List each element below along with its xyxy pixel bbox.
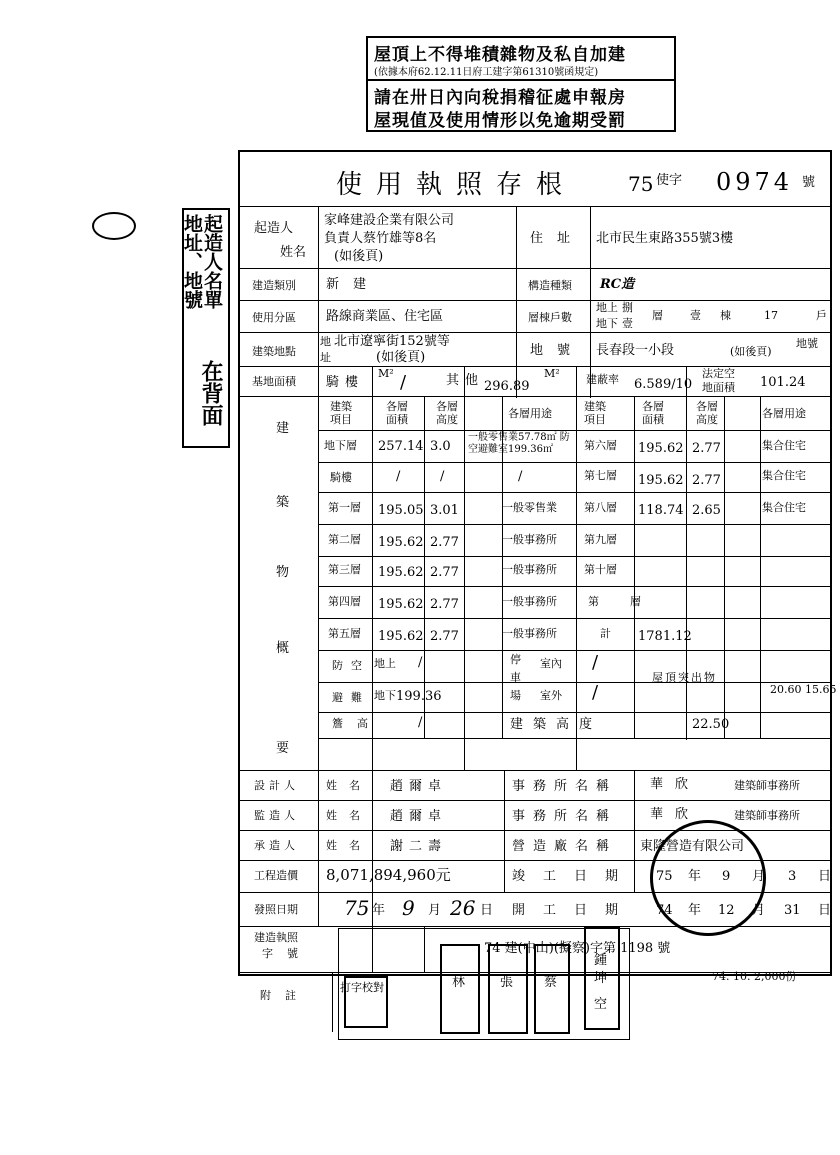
- owner-addr-label: 住址: [530, 231, 585, 246]
- start-nian: 年: [688, 903, 702, 918]
- contractor-name-label: 姓名: [326, 839, 372, 852]
- rf-use-1: 集合住宅: [762, 469, 806, 482]
- lf-height-1: /: [440, 469, 445, 484]
- coverage-label: 建蔽率: [586, 373, 619, 386]
- lf-name-2: 第一層: [328, 501, 361, 514]
- notice-line-4: 屋現值及使用情形以免逾期受罰: [374, 111, 626, 131]
- issue-ri: 日: [480, 903, 494, 918]
- col-label-3: 物: [276, 565, 290, 580]
- lf-height-4: 2.77: [430, 565, 459, 580]
- owner-see-next: (如後頁): [334, 249, 384, 264]
- floors-unit: 層: [652, 309, 663, 322]
- license-suffix: 號: [802, 175, 816, 190]
- floors-below-label: 地下: [596, 317, 618, 330]
- lf-use-4: 一般事務所: [502, 563, 557, 576]
- site-addr-label-1: 地: [320, 335, 331, 348]
- lot-label: 地號: [530, 343, 585, 358]
- lf-area-2: 195.05: [378, 503, 424, 518]
- category-value: 新建: [326, 277, 381, 292]
- lf-area-4: 195.62: [378, 565, 424, 580]
- designer-name: 趙爾卓: [390, 779, 448, 794]
- issue-nian: 年: [372, 903, 386, 918]
- lf-area-3: 195.62: [378, 535, 424, 550]
- start-month: 12: [718, 903, 735, 918]
- permit-label-2: 字號: [262, 947, 312, 960]
- seal-4-name: 鍾坤: [594, 953, 608, 986]
- shelter-below-label: 地下: [374, 689, 396, 702]
- other-label: 其他: [446, 373, 485, 388]
- lf-use-3: 一般事務所: [502, 533, 557, 546]
- form-title: 使用執照存根: [336, 170, 577, 200]
- bld-use-head-left: 各層用途: [508, 407, 552, 420]
- start-label: 開工日期: [512, 903, 637, 918]
- issue-label: 發照日期: [254, 903, 298, 916]
- completion-nian: 年: [688, 869, 702, 884]
- start-day: 31: [784, 903, 801, 918]
- lf-height-3: 2.77: [430, 535, 459, 550]
- supervisor-role: 監造人: [254, 809, 299, 822]
- col-label-2: 築: [276, 495, 290, 510]
- site-area-label: 基地面積: [252, 375, 296, 388]
- permit-label-1: 建造執照: [254, 931, 298, 944]
- zoning-value: 路線商業區、住宅區: [326, 309, 444, 324]
- parking-outside-val: /: [592, 682, 599, 703]
- bld-height-label: 建築高度: [510, 717, 603, 732]
- zoning-label: 使用分區: [252, 311, 296, 324]
- arcade-value: /: [400, 372, 407, 393]
- eave-value: /: [418, 715, 423, 730]
- rf-name-4: 第十層: [584, 563, 617, 576]
- completion-yue: 月: [752, 869, 766, 884]
- other-unit: M²: [544, 367, 560, 380]
- notice-line-3: 請在卅日內向稅捐稽征處申報房: [374, 88, 626, 108]
- parking-inside-val: /: [592, 652, 599, 673]
- lf-height-2: 3.01: [430, 503, 459, 518]
- completion-ri: 日: [818, 869, 832, 884]
- designer-office-label: 事務所名稱: [512, 779, 618, 794]
- cost-value: 8,071,894,960元: [326, 866, 451, 884]
- completion-year: 75: [656, 869, 673, 884]
- lf-height-6: 2.77: [430, 629, 459, 644]
- open-area-label-2: 地面積: [702, 381, 735, 394]
- floors-above-label: 地上: [596, 301, 618, 314]
- contractor-name: 謝二壽: [390, 839, 448, 854]
- notice-line-2: (依據本府62.12.11日府工建字第61310號函規定): [374, 67, 599, 78]
- col-label-1: 建: [276, 421, 290, 436]
- structure-value: RC造: [600, 277, 635, 292]
- rf-name-0: 第六層: [584, 439, 617, 452]
- site-addr-label-2: 址: [320, 351, 331, 364]
- license-year: 75: [628, 172, 654, 196]
- completion-label: 竣工日期: [512, 869, 637, 884]
- bld-area-head-right: 各層面積: [642, 400, 664, 426]
- building-unit: 棟: [720, 309, 731, 322]
- seal-left: [344, 976, 388, 1028]
- lf-use-0: 一般零售業57.78㎡ 防空避難室199.36㎡: [468, 432, 570, 455]
- rf-height-1: 2.77: [692, 473, 721, 488]
- rf-name-3: 第九層: [584, 533, 617, 546]
- rf-use-2: 集合住宅: [762, 501, 806, 514]
- notice-line-1: 屋頂上不得堆積雜物及私自加建: [374, 45, 626, 65]
- structure-label: 構造種類: [528, 279, 572, 292]
- owner-label-2: 姓名: [280, 245, 307, 260]
- rf-name-2: 第八層: [584, 501, 617, 514]
- attach-label: 附註: [260, 989, 310, 1002]
- open-area-label-1: 法定空: [702, 367, 735, 380]
- lf-area-6: 195.62: [378, 629, 424, 644]
- contractor-office: 東隆營造有限公司: [640, 839, 745, 854]
- rf-total-area: 1781.12: [638, 629, 692, 644]
- supervisor-office-label: 事務所名稱: [512, 809, 618, 824]
- bld-height-head-right: 各層高度: [696, 400, 718, 426]
- shelter-above-label: 地上: [374, 657, 396, 670]
- license-number: 0974: [716, 168, 794, 196]
- site-see-next: (如後頁): [376, 350, 426, 365]
- lot-suffix: 地號: [796, 337, 818, 350]
- lf-use-2: 一般零售業: [502, 501, 557, 514]
- roof-values: 20.60 15.65: [770, 683, 837, 696]
- designer-office: 華欣: [650, 777, 701, 792]
- start-yue: 月: [752, 903, 766, 918]
- designer-office-suffix: 建築師事務所: [734, 779, 800, 792]
- owner-addr: 北市民生東路355號3樓: [596, 231, 734, 246]
- parking-label-3: 場: [510, 689, 521, 702]
- lf-area-1: /: [396, 469, 401, 484]
- print-footnote: 74. 10. 2,000份: [712, 970, 797, 983]
- lot-value: 長春段一小段: [596, 343, 675, 358]
- rf-name-5: 第 層: [588, 595, 651, 608]
- site-label: 建築地點: [252, 345, 296, 358]
- lf-name-3: 第二層: [328, 533, 361, 546]
- bld-height-head-left: 各層高度: [436, 400, 458, 426]
- lf-height-0: 3.0: [430, 439, 451, 454]
- bld-area-head-left: 各層面積: [386, 400, 408, 426]
- category-label: 建造類別: [252, 279, 296, 292]
- owner-label-1: 起造人: [254, 221, 294, 236]
- parking-label-2: 車: [510, 671, 521, 684]
- cost-label: 工程造價: [254, 869, 298, 882]
- lf-area-5: 195.62: [378, 597, 424, 612]
- seal-1: [440, 944, 480, 1034]
- license-type: 使字: [656, 173, 683, 188]
- seal-4: [584, 926, 620, 1030]
- rf-area-1: 195.62: [638, 473, 684, 488]
- designer-name-label: 姓名: [326, 779, 372, 792]
- lot-see-next: (如後頁): [730, 345, 772, 358]
- supervisor-name-label: 姓名: [326, 809, 372, 822]
- arcade-unit: M²: [378, 367, 394, 380]
- completion-day: 3: [788, 869, 797, 884]
- start-year: 74: [656, 903, 673, 918]
- lf-name-5: 第四層: [328, 595, 361, 608]
- seal-1-name: 林: [452, 975, 466, 990]
- rf-area-0: 195.62: [638, 441, 684, 456]
- issue-month: 9: [402, 896, 415, 920]
- supervisor-office: 華欣: [650, 807, 701, 822]
- side-note-col-2: 起造人名單: [201, 214, 223, 309]
- parking-outside-label: 室外: [540, 689, 562, 702]
- seal-2: [488, 944, 528, 1034]
- shelter-above-val: /: [418, 655, 423, 670]
- rf-use-0: 集合住宅: [762, 439, 806, 452]
- seal-3: [534, 944, 570, 1034]
- supervisor-name: 趙爾卓: [390, 809, 448, 824]
- seal-2-name: 張: [500, 975, 514, 990]
- lf-use-1: /: [518, 469, 523, 484]
- designer-role: 設計人: [254, 779, 299, 792]
- issue-yue: 月: [428, 903, 442, 918]
- unit-count: 17: [764, 309, 778, 322]
- other-value: 296.89: [484, 379, 530, 394]
- lf-name-6: 第五層: [328, 627, 361, 640]
- lf-use-6: 一般事務所: [502, 627, 557, 640]
- notice-divider: [368, 79, 674, 81]
- issue-day: 26: [450, 896, 476, 920]
- start-ri: 日: [818, 903, 832, 918]
- floors-label: 層棟戶數: [528, 311, 572, 324]
- rf-name-1: 第七層: [584, 469, 617, 482]
- lf-height-5: 2.77: [430, 597, 459, 612]
- shelter-label-1: 防空: [332, 659, 370, 672]
- floors-above-count: 捌: [622, 301, 633, 314]
- side-note-col-3: 在背面: [198, 360, 224, 426]
- contractor-office-label: 營造廠名稱: [512, 839, 618, 854]
- bld-item-head-right: 建築項目: [584, 400, 606, 426]
- rf-height-2: 2.65: [692, 503, 721, 518]
- bld-use-head-right: 各層用途: [762, 407, 806, 420]
- col-label-5: 要: [276, 741, 290, 756]
- site-addr: 北市遼寧街152號等: [334, 334, 450, 349]
- owner-rep: 負責人蔡竹雄等8名: [324, 231, 437, 246]
- building-count: 壹: [690, 309, 701, 322]
- floors-below-count: 壹: [622, 317, 633, 330]
- bld-height-value: 22.50: [692, 717, 730, 732]
- supervisor-office-suffix: 建築師事務所: [734, 809, 800, 822]
- lf-use-5: 一般事務所: [502, 595, 557, 608]
- col-label-4: 概: [276, 641, 290, 656]
- parking-label-1: 停: [510, 653, 521, 666]
- rf-name-6: 計: [600, 627, 611, 640]
- completion-month: 9: [722, 869, 731, 884]
- eave-label: 簷高: [332, 717, 382, 730]
- side-note-col-1: 地址、地號: [181, 214, 203, 309]
- lf-name-1: 騎樓: [330, 471, 352, 484]
- seal-3-name: 蔡: [544, 975, 558, 990]
- permit-value: 74 建(中山)(擬察)字第 1198 號: [484, 941, 671, 956]
- typing-check-label: 打字校對: [340, 981, 384, 994]
- contractor-role: 承造人: [254, 839, 299, 852]
- hole-punch-mark: [92, 212, 136, 240]
- seal-4-name-2: 空: [594, 997, 608, 1012]
- parking-inside-label: 室內: [540, 657, 562, 670]
- bld-item-head-left: 建築項目: [330, 400, 352, 426]
- unit-label: 戶: [816, 309, 827, 322]
- arcade-label: 騎樓: [326, 375, 365, 390]
- rf-area-2: 118.74: [638, 503, 684, 518]
- owner-company: 家峰建設企業有限公司: [324, 213, 455, 228]
- lf-name-4: 第三層: [328, 563, 361, 576]
- open-area-value: 101.24: [760, 375, 806, 390]
- issue-year: 75: [344, 896, 370, 920]
- coverage-value: 6.589/10: [634, 377, 693, 392]
- shelter-below-val: 199.36: [396, 689, 442, 704]
- lf-area-0: 257.14: [378, 439, 424, 454]
- shelter-label-2: 避難: [332, 691, 370, 704]
- roof-label: 屋頂突出物: [652, 671, 717, 684]
- notice-stamp: [366, 36, 676, 132]
- rf-height-0: 2.77: [692, 441, 721, 456]
- lf-name-0: 地下層: [324, 439, 357, 452]
